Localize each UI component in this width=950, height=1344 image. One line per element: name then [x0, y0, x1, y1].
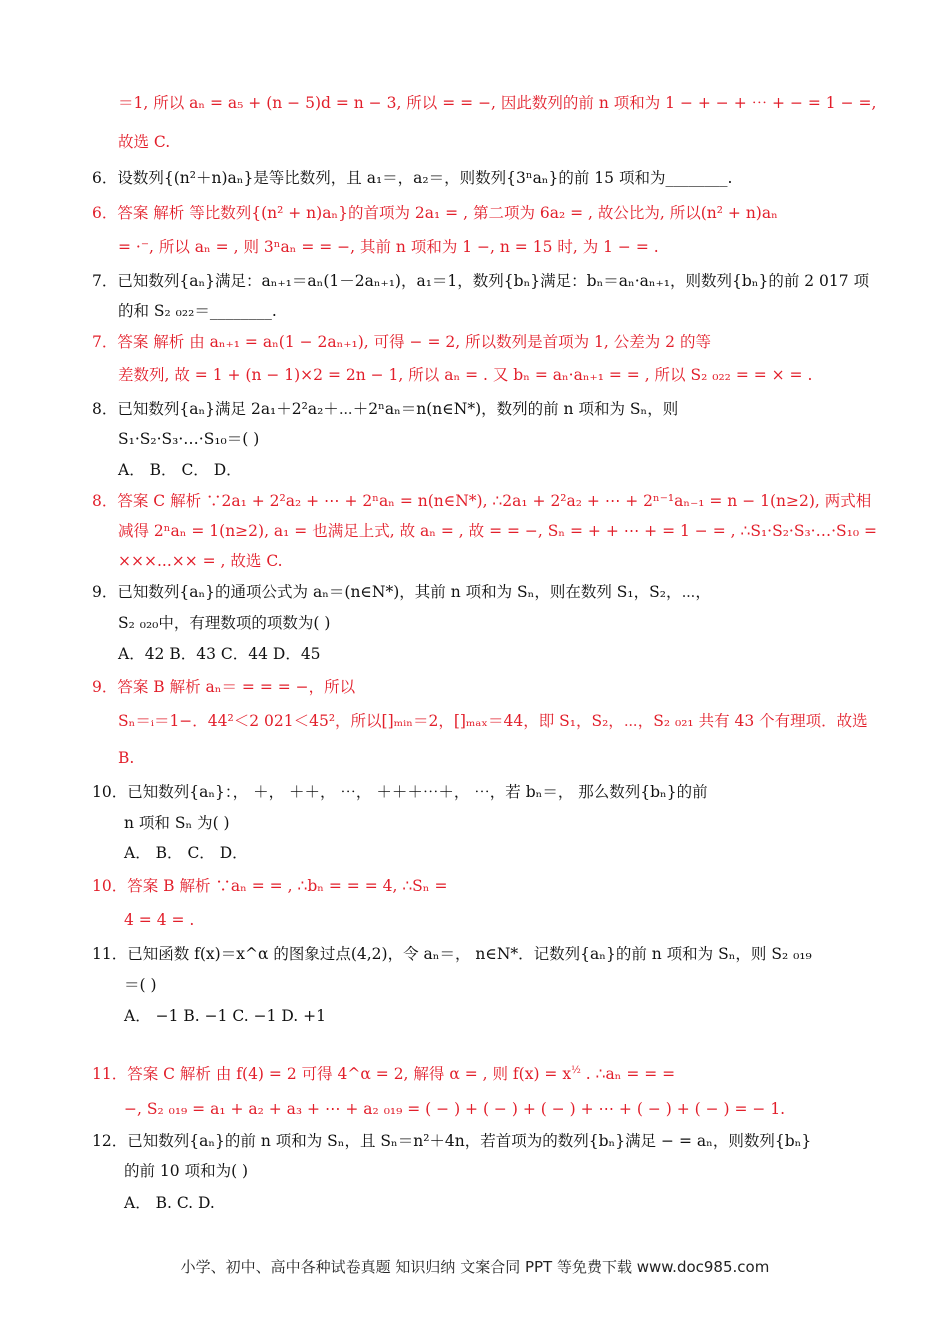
answer-line-20 [118, 711, 868, 731]
answer-line-5 [118, 237, 659, 257]
question-line-10 [92, 399, 678, 419]
line-text: S₁·S₂·S₃·…·S₁₀＝( ) [118, 430, 260, 448]
answer-line-31 [124, 1099, 785, 1119]
answer-line-13 [92, 491, 871, 511]
exponent: ½ [571, 1065, 581, 1076]
line-text: A．42 B．43 C．44 D．45 [118, 645, 321, 663]
question-line-7 [118, 301, 277, 321]
question-line-24 [124, 843, 248, 863]
line-text: 4 = 4 = . [124, 911, 195, 929]
answer-line-19 [92, 677, 355, 697]
answer-line-21 [118, 748, 134, 768]
question-line-16 [92, 582, 711, 602]
question-line-11 [118, 429, 259, 449]
line-text: B. [118, 749, 135, 767]
line-text: 9．答案 B 解析 aₙ＝ = = = −，所以 [92, 678, 356, 696]
question-line-34 [124, 1193, 215, 1213]
line-text: −, S₂ ₀₁₉ = a₁ + a₂ + a₃ + ⋯ + a₂ ₀₁₉ = ( − ) + ( − ) + ( − ) + ⋯ + ( − ) + ( − ) = − 1. [124, 1100, 786, 1118]
answer-line-1 [118, 93, 876, 113]
question-line-33 [124, 1161, 248, 1181]
line-text: Sₙ＝ᵢ＝1−．44²＜2 021＜45²，所以[]ₘᵢₙ＝2，[]ₘₐₓ＝44，即 S₁，S₂，⋯，S₂ ₀₂₁ 共有 43 个有理项．故选 [118, 712, 868, 730]
question-line-29 [124, 1006, 326, 1026]
line-text: ＝( ) [124, 976, 157, 994]
line-text: ＝1, 所以 aₙ = a₅ + (n − 5)d = n − 3, 所以 = = −, 因此数列的前 n 项和为 1 − + − + ⋯ + − = 1 − =, [118, 94, 877, 112]
line-text: 减得 2ⁿaₙ = 1(n≥2), a₁ = 也满足上式, 故 aₙ = , 故 = = −, Sₙ = + + ⋯ + = 1 − = , ∴S₁·S₂·S₃·…·S₁₀ = [118, 522, 877, 540]
answer-line-2 [118, 132, 170, 152]
line-text: 12．已知数列{aₙ}的前 n 项和为 Sₙ，且 Sₙ＝n²＋4n，若首项为的数列{bₙ}满足 − = aₙ，则数列{bₙ} [92, 1132, 812, 1150]
line-text: 故选 C. [118, 133, 171, 151]
line-text: 的和 S₂ ₀₂₂＝________. [118, 302, 277, 320]
line-text: 8．已知数列{aₙ}满足 2a₁＋2²a₂＋⋯＋2ⁿaₙ＝n(n∈N*)，数列的前 n 项和为 Sₙ，则 [92, 400, 679, 418]
line-text: A． −1 B. −1 C. −1 D. +1 [124, 1007, 326, 1025]
question-line-32 [92, 1131, 811, 1151]
question-line-22 [92, 782, 708, 802]
question-line-17 [118, 613, 330, 633]
answer-line-26 [124, 910, 194, 930]
line-text: 8．答案 C 解析 ∵2a₁ + 2²a₂ + ⋯ + 2ⁿaₙ = n(n∈N*), ∴2a₁ + 2²a₂ + ⋯ + 2ⁿ⁻¹aₙ₋₁ = n − 1(n≥2), 两式相 [92, 492, 872, 510]
line-text: 11．已知函数 f(x)＝x^α 的图象过点(4,2)，令 aₙ＝， n∈N*．记数列{aₙ}的前 n 项和为 Sₙ，则 S₂ ₀₁₉ [92, 945, 812, 963]
line-text: S₂ ₀₂₀中，有理数项的项数为( ) [118, 614, 331, 632]
line-text: 7．已知数列{aₙ}满足：aₙ₊₁＝aₙ(1－2aₙ₊₁)，a₁＝1，数列{bₙ}满足：bₙ＝aₙ·aₙ₊₁，则数列{bₙ}的前 2 017 项 [92, 272, 870, 290]
line-text: A． B． C． D． [124, 844, 248, 862]
line-text: 9．已知数列{aₙ}的通项公式为 aₙ＝(n∈N*)，其前 n 项和为 Sₙ，则在数列 S₁，S₂，⋯， [92, 583, 711, 601]
question-line-6 [92, 271, 869, 291]
line-text: 10．答案 B 解析 ∵aₙ = = , ∴bₙ = = = 4, ∴Sₙ = [92, 877, 448, 895]
answer-line-30 [92, 1061, 675, 1084]
answer-line-14 [118, 521, 877, 541]
line-text: A． B. C. D. [124, 1194, 215, 1212]
answer-line-4 [92, 203, 778, 223]
answer-line-15 [118, 551, 283, 571]
line-text: n 项和 Sₙ 为( ) [124, 814, 230, 832]
question-line-3 [92, 168, 732, 188]
line-text: ×××...×× = , 故选 C. [118, 552, 283, 570]
line-text: = ·⁻, 所以 aₙ = , 则 3ⁿaₙ = = −, 其前 n 项和为 1 −, n = 15 时, 为 1 − = . [118, 238, 659, 256]
line-text: 11．答案 C 解析 由 f(4) = 2 可得 4^α = 2, 解得 α = , 则 f(x) = x [92, 1065, 572, 1084]
line-tail: . ∴aₙ = = = [580, 1065, 676, 1084]
question-line-18 [118, 644, 321, 664]
answer-line-9 [118, 365, 812, 385]
line-text: 差数列, 故 = 1 + (n − 1)×2 = 2n − 1, 所以 aₙ = . 又 bₙ = aₙ·aₙ₊₁ = = , 所以 S₂ ₀₂₂ = = × = . [118, 366, 813, 384]
line-text: 7．答案 解析 由 aₙ₊₁ = aₙ(1 − 2aₙ₊₁), 可得 − = 2, 所以数列是首项为 1, 公差为 2 的等 [92, 333, 711, 351]
footer-ad-text: 小学、初中、高中各种试卷真题 知识归纳 文案合同 PPT 等免费下载 www.doc985.com [180, 1258, 770, 1276]
line-text: 10．已知数列{aₙ}：， ＋， ＋＋， ⋯， ＋＋＋⋯＋， ⋯，若 bₙ＝， 那么数列{bₙ}的前 [92, 783, 708, 801]
line-text: A． B． C． D． [118, 461, 242, 479]
question-line-23 [124, 813, 230, 833]
line-text: 6．设数列{(n²＋n)aₙ}是等比数列，且 a₁＝，a₂＝，则数列{3ⁿaₙ}的前 15 项和为________. [92, 169, 733, 187]
line-text: 6．答案 解析 等比数列{(n² + n)aₙ}的首项为 2a₁ = , 第二项为 6a₂ = , 故公比为, 所以(n² + n)aₙ [92, 204, 778, 222]
question-line-27 [92, 944, 812, 964]
question-line-28 [124, 975, 157, 995]
answer-line-8 [92, 332, 711, 352]
line-text: 的前 10 项和为( ) [124, 1162, 249, 1180]
answer-line-25 [92, 876, 447, 896]
question-line-12 [118, 460, 242, 480]
